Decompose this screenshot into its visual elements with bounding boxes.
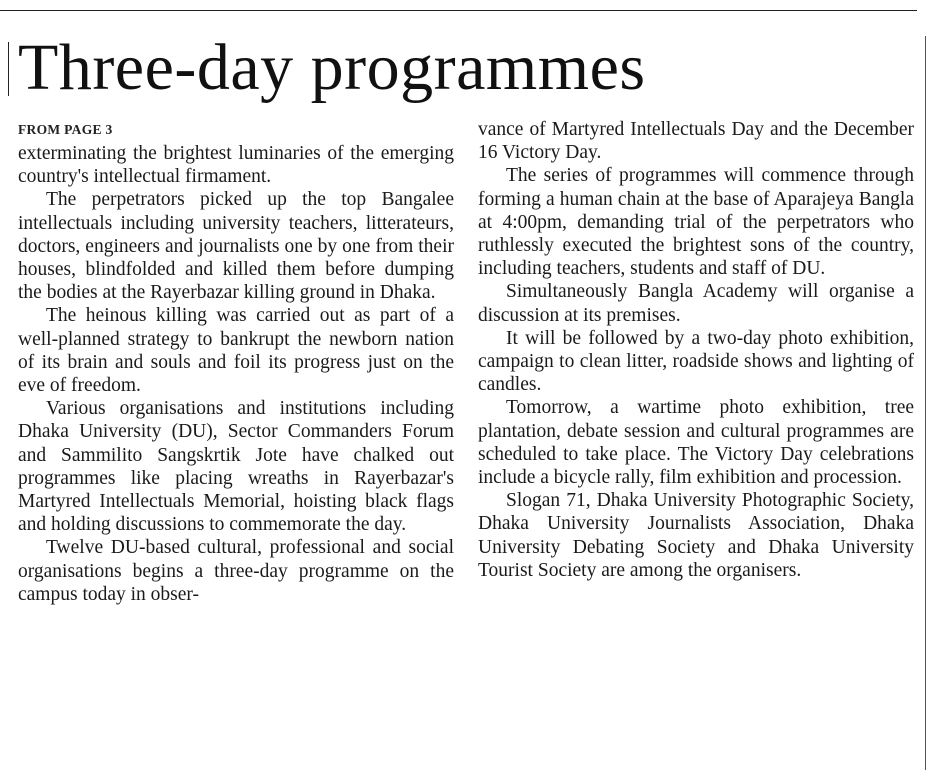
top-rule bbox=[0, 10, 917, 11]
paragraph: vance of Martyred Intellectuals Day and the December 16 Victory Day. bbox=[478, 119, 914, 164]
jump-line: FROM PAGE 3 bbox=[18, 122, 113, 137]
paragraph: The series of programmes will commence through forming a human chain at the base of Aparajeya Bangla at 4:00pm, demanding trial of the perpetrators who ruthlessly executed the brightest sons of the country, including teachers, students and staff of DU. bbox=[478, 165, 914, 280]
paragraph: exterminating the brightest luminaries of the emerging country's intellectual firmament. bbox=[18, 143, 454, 188]
paragraph: Various organisations and institutions including Dhaka University (DU), Sector Commanders Forum and Sammilito Sangskrtik Jote have chalked out programmes like placing wreaths in Rayerbazar's Martyred Intellectuals Memorial, hoisting black flags and holding discussions to commemorate the day. bbox=[18, 398, 454, 536]
right-border-rule bbox=[925, 36, 926, 770]
paragraph: Twelve DU-based cultural, professional and social organisations begins a three-day programme on the campus today in obser- bbox=[18, 537, 454, 605]
headline: Three-day programmes bbox=[18, 31, 646, 104]
paragraph: Tomorrow, a wartime photo exhibition, tree plantation, debate session and cultural programmes are scheduled to take place. The Victory Day celebrations include a bicycle rally, film exhibition and procession. bbox=[478, 397, 914, 489]
headline-left-rule bbox=[8, 42, 9, 96]
paragraph: It will be followed by a two-day photo exhibition, campaign to clean litter, roadside shows and lighting of candles. bbox=[478, 327, 914, 396]
paragraph: Slogan 71, Dhaka University Photographic Society, Dhaka University Journalists Association, Dhaka University Debating Society and Dhaka University Tourist Society are among the organisers. bbox=[478, 490, 914, 581]
paragraph: Simultaneously Bangla Academy will organise a discussion at its premises. bbox=[478, 281, 914, 326]
paragraph: The perpetrators picked up the top Bangalee intellectuals including university teachers, litterateurs, doctors, engineers and journalists one by one from their houses, blindfolded and killed them before dumping the bodies at the Rayerbazar killing ground in Dhaka. bbox=[18, 189, 454, 304]
paragraph: The heinous killing was carried out as part of a well-planned strategy to bankrupt the newborn nation of its brain and souls and foil its progress just on the eve of freedom. bbox=[18, 305, 454, 397]
right-column bbox=[478, 118, 914, 582]
left-column bbox=[18, 118, 454, 606]
